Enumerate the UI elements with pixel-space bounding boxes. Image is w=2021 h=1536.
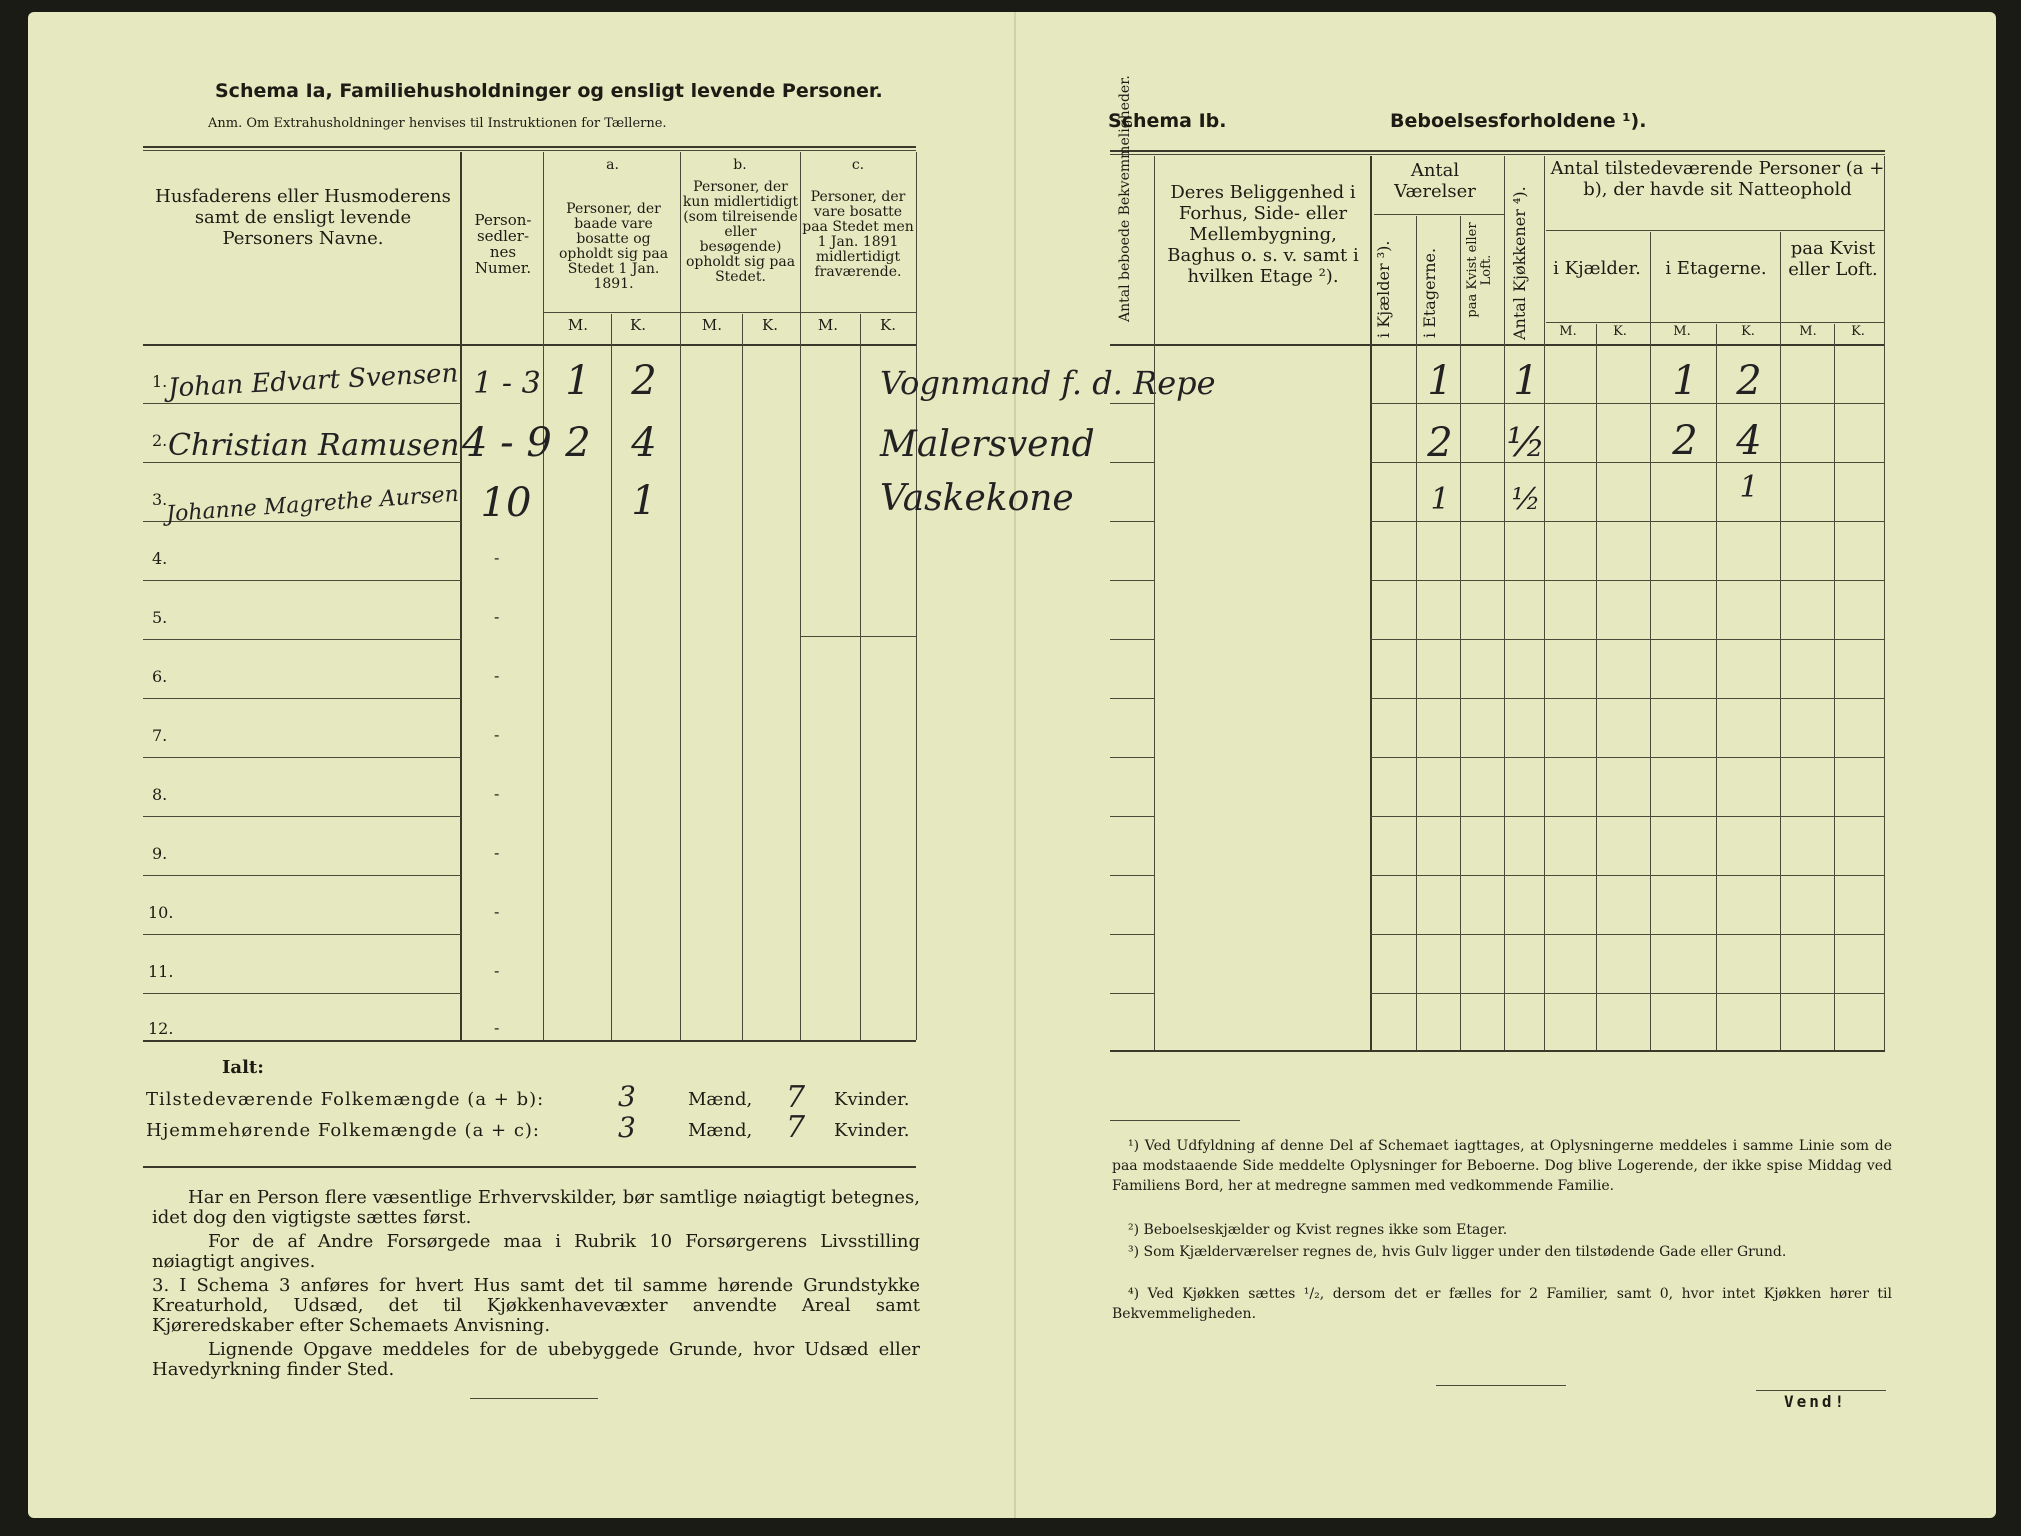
etagerne-count: 1	[1430, 482, 1450, 517]
instruction-2: For de af Andre Forsørgede maa i Rubrik 10 Forsørgerens Livsstilling nøiagtigt angives.	[152, 1231, 920, 1272]
hjem-label: Hjemmehørende Folkemængde (a + c):	[146, 1120, 540, 1141]
col-b-header: Personer, der kun midlertidigt (som tilreisende eller besøgende) opholdt sig paa Stedet.	[682, 179, 799, 285]
footnote-1: ¹) Ved Udfyldning af denne Del af Schemaet iagttages, at Oplysningerne meddeles i samme Linie som de paa modstaaende Side meddelte Oplysninger for Beboerne. Dog blive Logerende, der ikke spise Middag ved Familiens Bord, her at medregne sammen med vedkommende Familie.	[1112, 1138, 1892, 1194]
vend-label: Vend!	[1784, 1392, 1848, 1411]
kvist-m: M.	[1799, 324, 1817, 339]
ietagerne-k: K.	[1741, 324, 1755, 339]
tilst-women-value: 7	[786, 1080, 806, 1115]
footnote-4: ⁴) Ved Kjøkken sættes ¹/₂, dersom det er fælles for 2 Familier, samt 0, hvor intet Kjøkken hører til Bekvemmeligheden.	[1112, 1286, 1892, 1322]
resident-name: Johan Edvart Svensen	[167, 358, 459, 404]
occupation: Vognmand f. d. Repe	[880, 364, 1216, 402]
count-a-men: 1	[565, 358, 591, 404]
col-pers-kjaelder: i Kjælder.	[1553, 258, 1641, 279]
etagerne-women: 1	[1739, 470, 1759, 505]
ialt-label: Ialt:	[222, 1057, 264, 1078]
count-a-women: 4	[631, 420, 657, 466]
tilst-label: Tilstedeværende Folkemængde (a + b):	[146, 1089, 545, 1110]
col-b-m: M.	[701, 316, 723, 334]
row-number: 1.	[152, 372, 168, 391]
kvist-k: K.	[1851, 324, 1865, 339]
col-pers-kvist: paa Kvist eller Loft.	[1788, 238, 1878, 280]
col-tilstedevaerende: Antal tilstedeværende Personer (a + b), der havde sit Natteophold	[1550, 158, 1885, 200]
instruction-1: Har en Person flere væsentlige Erhvervskilder, bør samtlige nøiagtigt betegnes, idet dog den vigtigste sættes først.	[152, 1187, 920, 1228]
schema-ia-note: Anm. Om Extrahusholdninger henvises til Instruktionen for Tællerne.	[208, 116, 667, 131]
col-c-k: K.	[880, 316, 896, 334]
person-number: -	[494, 725, 500, 744]
col-c-letter: c.	[851, 157, 865, 173]
count-a-women: 2	[631, 358, 657, 404]
kjokken-count: 1	[1513, 358, 1539, 404]
etagerne-men: 1	[1672, 358, 1698, 404]
schema-ia-title: Schema Ia, Familiehusholdninger og ensligt levende Personer.	[215, 80, 883, 102]
table-top-rule	[143, 146, 916, 148]
kvinder-label: Kvinder.	[834, 1089, 910, 1110]
col-a-header: Personer, der baade vare bosatte og opholdt sig paa Stedet 1 Jan. 1891.	[558, 201, 669, 292]
ikjaelder-k: K.	[1613, 324, 1627, 339]
col-i-kjaelder: i Kjælder ³).	[1374, 240, 1393, 338]
col-b-k: K.	[762, 316, 778, 334]
col-c-m: M.	[817, 316, 839, 334]
row-number: 6.	[152, 667, 168, 686]
page-fold	[1014, 12, 1016, 1518]
schema-ib-subtitle: Beboelsesforholdene ¹).	[1390, 110, 1647, 132]
person-number: -	[494, 548, 500, 567]
kjokken-count: ½	[1506, 420, 1546, 466]
row-number: 12.	[148, 1019, 174, 1038]
footnote-3: ³) Som Kjælderværelser regnes de, hvis Gulv ligger under den tilstødende Gade eller Grund.	[1128, 1244, 1787, 1260]
resident-name: Johanne Magrethe Aursen	[165, 481, 460, 528]
row-number: 7.	[152, 726, 168, 745]
row-number: 11.	[148, 962, 174, 981]
col-a-k: K.	[630, 316, 646, 334]
col-bekvemmeligheder: Antal beboede Bekvemmeligheder.	[1117, 75, 1133, 322]
maend-label: Mænd,	[688, 1089, 753, 1110]
ikjaelder-m: M.	[1559, 324, 1577, 339]
row-number: 3.	[152, 490, 168, 509]
person-number: 10	[480, 480, 532, 526]
schema-ib-title: Schema Ib.	[1108, 110, 1227, 132]
person-number: -	[494, 843, 500, 862]
col-c-header: Personer, der vare bosatte paa Stedet men 1 Jan. 1891 midlertidigt fraværende.	[802, 189, 914, 280]
person-number: -	[494, 784, 500, 803]
col-pers-etagerne: i Etagerne.	[1665, 258, 1767, 279]
instruction-4: Lignende Opgave meddeles for de ubebyggede Grunde, hvor Udsæd eller Havedyrkning finder Sted.	[152, 1339, 920, 1380]
hjem-women-value: 7	[786, 1110, 806, 1145]
count-a-women: 1	[631, 478, 657, 524]
col-beliggenhed: Deres Beliggenhed i Forhus, Side- eller Mellembygning, Baghus o. s. v. samt i hvilken Etage ²).	[1167, 182, 1359, 287]
row-number: 2.	[152, 431, 168, 450]
col-header-names: Husfaderens eller Husmoderens samt de ensligt levende Personers Navne.	[155, 186, 451, 249]
row-number: 8.	[152, 785, 168, 804]
col-header-number: Person-sedler-nes Numer.	[474, 211, 532, 277]
kjokken-count: ½	[1511, 482, 1541, 517]
etagerne-count: 2	[1427, 420, 1453, 466]
count-a-men: 2	[565, 420, 591, 466]
hjem-men-value: 3	[618, 1111, 636, 1144]
kvinder-label: Kvinder.	[834, 1120, 910, 1141]
person-number: -	[494, 961, 500, 980]
footnote-2: ²) Beboelseskjælder og Kvist regnes ikke som Etager.	[1128, 1222, 1508, 1238]
person-number: -	[494, 666, 500, 685]
person-number: -	[494, 607, 500, 626]
person-number: -	[494, 1018, 500, 1037]
etagerne-men: 2	[1672, 418, 1698, 464]
maend-label: Mænd,	[688, 1120, 753, 1141]
col-kvist-loft: paa Kvist eller Loft.	[1465, 222, 1494, 318]
resident-name: Christian Ramusen	[168, 428, 460, 463]
col-a-m: M.	[567, 316, 589, 334]
occupation: Malersvend	[880, 424, 1095, 465]
person-number: 4 - 9	[462, 420, 552, 466]
row-number: 9.	[152, 844, 168, 863]
row-number: 4.	[152, 549, 168, 568]
person-number: 1 - 3	[473, 366, 541, 401]
tilst-men-value: 3	[618, 1080, 636, 1113]
col-b-letter: b.	[733, 157, 747, 173]
col-antal-kjokkener: Antal Kjøkkener ⁴).	[1510, 186, 1529, 340]
row-number: 10.	[148, 903, 174, 922]
ietagerne-m: M.	[1673, 324, 1691, 339]
col-i-etagerne: i Etagerne.	[1420, 247, 1439, 338]
col-a-letter: a.	[606, 157, 619, 173]
etagerne-women: 4	[1736, 418, 1762, 464]
col-antal-vaerelser: Antal Værelser	[1394, 160, 1476, 202]
row-number: 5.	[152, 608, 168, 627]
occupation: Vaskekone	[880, 478, 1074, 519]
instruction-3: 3. I Schema 3 anføres for hvert Hus samt det til samme hørende Grundstykke Kreaturhold, Udsæd, det til Kjøkkenhavevæxter anvendte Areal samt Kjøreredskaber efter Schemaets Anvisning.	[152, 1275, 920, 1336]
etagerne-count: 1	[1427, 358, 1453, 404]
etagerne-women: 2	[1736, 358, 1762, 404]
person-number: -	[494, 902, 500, 921]
table-bottom-rule	[143, 1040, 916, 1042]
